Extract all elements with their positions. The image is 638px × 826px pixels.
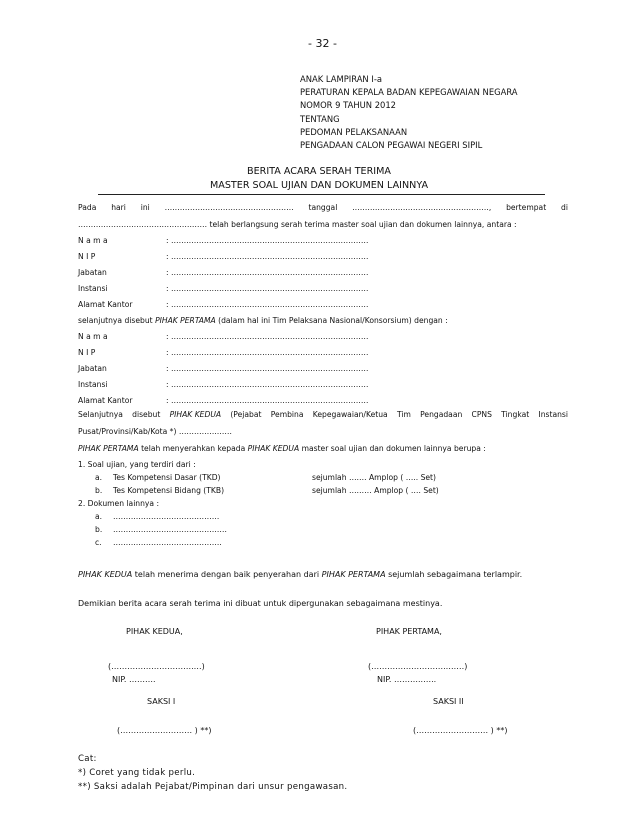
right-signer-nip: NIP. ………..….. xyxy=(377,675,437,684)
right-witness-label: SAKSI II xyxy=(433,697,464,706)
pihak-kedua-line-2: Pusat/Provinsi/Kab/Kota *) ………………… xyxy=(78,427,232,436)
item-text: …………………………………… xyxy=(113,512,220,521)
field-value: : …………………………………………………………………… xyxy=(166,332,369,341)
header-line: ANAK LAMPIRAN I-a xyxy=(300,74,382,84)
field-label: Alamat Kantor xyxy=(78,396,133,405)
field-value: : …………………………………………………………………… xyxy=(166,380,369,389)
field-value: : …………………………………………………………………… xyxy=(166,396,369,405)
item-2: 2. Dokumen lainnya : xyxy=(78,499,160,508)
left-witness-name: (……………………… ) **) xyxy=(117,726,212,735)
item-letter: b. xyxy=(95,486,103,495)
title-line-1: BERITA ACARA SERAH TERIMA xyxy=(247,166,391,177)
document-header xyxy=(300,73,518,152)
note-item: *) Coret yang tidak perlu. xyxy=(78,768,196,778)
note-item: **) Saksi adalah Pejabat/Pimpinan dari unsur pengawasan. xyxy=(78,782,348,792)
field-label: Instansi xyxy=(78,284,108,293)
right-party-label: PIHAK PERTAMA, xyxy=(376,627,442,636)
field-value: : …………………………………………………………………… xyxy=(166,252,369,261)
field-label: Jabatan xyxy=(78,364,107,373)
field-value: : …………………………………………………………………… xyxy=(166,348,369,357)
pihak-kedua-line-1: Selanjutnya disebut PIHAK KEDUA (Pejabat Pembina Kepegawaian/Ketua Tim Pengadaan CPNS Tingkat Instansi xyxy=(78,410,568,419)
field-label: N a m a xyxy=(78,236,108,245)
field-value: : …………………………………………………………………… xyxy=(166,284,369,293)
title-underline xyxy=(98,194,545,195)
item-letter: b. xyxy=(95,525,103,534)
right-witness-name: (……………………… ) **) xyxy=(413,726,508,735)
closing-statement: Demikian berita acara serah terima ini dibuat untuk dipergunakan sebagaimana mestinya. xyxy=(78,599,443,608)
header-line: PEDOMAN PELAKSANAAN xyxy=(300,126,408,137)
item-letter: a. xyxy=(95,473,103,482)
field-label: N I P xyxy=(78,252,96,261)
page-number: - 32 - xyxy=(308,37,337,50)
left-signer-name: (………………………….…) xyxy=(108,662,205,671)
item-letter: c. xyxy=(95,538,102,547)
header-line: NOMOR 9 TAHUN 2012 xyxy=(300,100,397,111)
intro-line-2: …………………………………………… telah berlangsung serah terima master soal ujian dan dokumen lainnya, antara : xyxy=(78,220,517,229)
header-line: TENTANG xyxy=(300,113,340,124)
item-1: 1. Soal ujian, yang terdiri dari : xyxy=(78,460,196,469)
item-name: Tes Kompetensi Dasar (TKD) xyxy=(113,473,221,482)
field-label: Jabatan xyxy=(78,268,107,277)
item-quantity: sejumlah ……. Amplop ( ….. Set) xyxy=(312,473,436,482)
header-line: PERATURAN KEPALA BADAN KEPEGAWAIAN NEGARA xyxy=(300,87,518,98)
item-name: Tes Kompetensi Bidang (TKB) xyxy=(113,486,225,495)
field-value: : …………………………………………………………………… xyxy=(166,364,369,373)
notes-heading: Cat: xyxy=(78,754,97,764)
received-line: PIHAK KEDUA telah menerima dengan baik penyerahan dari PIHAK PERTAMA sejumlah sebagaimana terlampir. xyxy=(78,570,523,579)
pihak-pertama-line: selanjutnya disebut PIHAK PERTAMA (dalam hal ini Tim Pelaksana Nasional/Konsorsium) dengan : xyxy=(78,316,448,325)
field-label: N I P xyxy=(78,348,96,357)
field-label: N a m a xyxy=(78,332,108,341)
right-signer-name: (……………………….….…) xyxy=(368,662,468,671)
field-label: Instansi xyxy=(78,380,108,389)
handover-line: PIHAK PERTAMA telah menyerahkan kepada PIHAK KEDUA master soal ujian dan dokumen lainnya berupa : xyxy=(78,444,486,453)
title-line-2: MASTER SOAL UJIAN DAN DOKUMEN LAINNYA xyxy=(209,180,429,191)
intro-line-1: Pada hari ini …………………………………………… tanggal ………………………………………………, bertempat di xyxy=(78,203,568,212)
item-text: ……………………………………… xyxy=(113,525,227,534)
left-witness-label: SAKSI I xyxy=(147,697,176,706)
item-letter: a. xyxy=(95,512,103,521)
header-line: PENGADAAN CALON PEGAWAI NEGERI SIPIL xyxy=(300,140,483,151)
field-value: : …………………………………………………………………… xyxy=(166,268,369,277)
item-text: ……………………………………. xyxy=(113,538,222,547)
left-party-label: PIHAK KEDUA, xyxy=(126,627,183,636)
item-quantity: sejumlah ……… Amplop ( …. Set) xyxy=(312,486,439,495)
field-value: : …………………………………………………………………… xyxy=(166,300,369,309)
field-value: : …………………………………………………………………… xyxy=(166,236,369,245)
field-label: Alamat Kantor xyxy=(78,300,133,309)
left-signer-nip: NIP. ………. xyxy=(112,675,156,684)
